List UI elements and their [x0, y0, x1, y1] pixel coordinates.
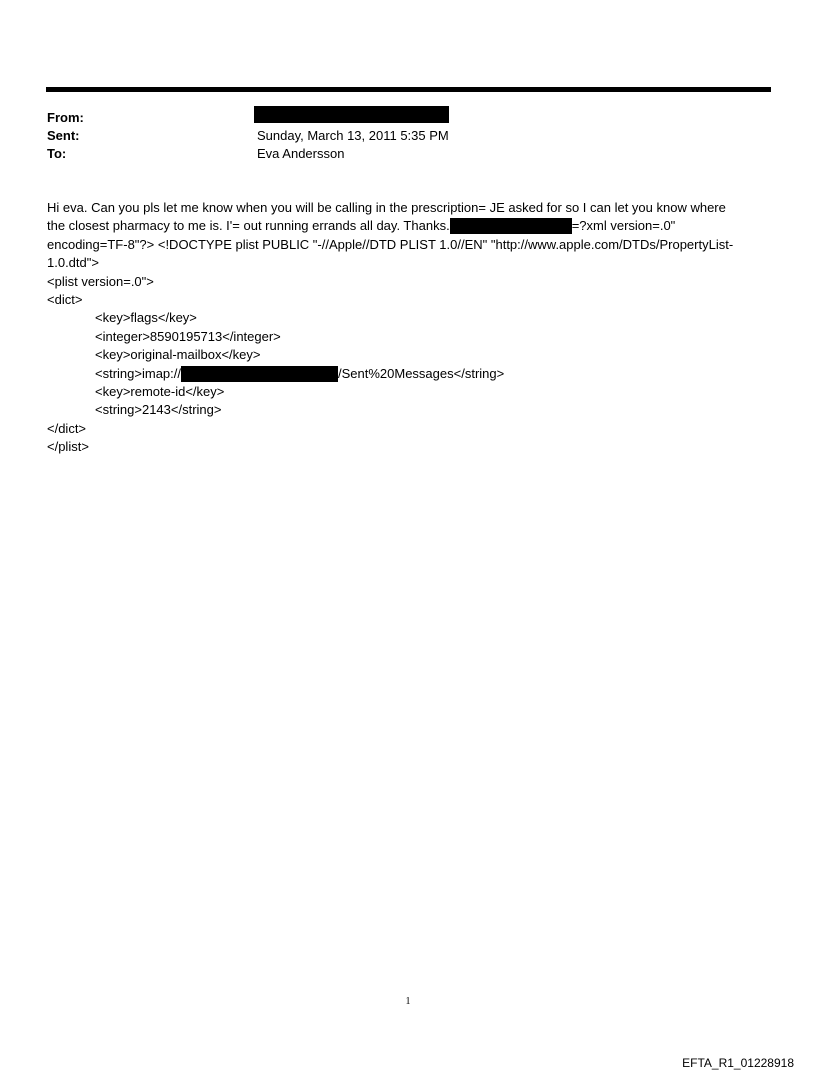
- body-line: [47, 365, 772, 383]
- body-line: [47, 217, 772, 235]
- from-label: From:: [47, 110, 84, 125]
- body-line: Hi eva. Can you pls let me know when you will be calling in the prescription= JE asked for so I can let you know where: [47, 200, 726, 215]
- body-line: </dict>: [47, 420, 87, 436]
- body-text: /Sent%20Messages</string>: [338, 365, 505, 381]
- sent-label: Sent:: [47, 128, 80, 143]
- top-rule: [46, 87, 771, 92]
- message-body: [47, 199, 772, 457]
- body-line: <key>flags</key>: [95, 310, 197, 326]
- body-text: the closest pharmacy to me is. I'= out running errands all day. Thanks.: [47, 218, 450, 234]
- inline-redaction: [181, 366, 338, 382]
- body-line: <dict>: [47, 292, 83, 308]
- to-label: To:: [47, 146, 67, 161]
- body-text: =?xml version=.0": [571, 218, 676, 234]
- sent-value: Sunday, March 13, 2011 5:35 PM: [257, 128, 449, 143]
- body-line: <plist version=.0">: [47, 273, 154, 289]
- document-id: EFTA_R1_01228918: [682, 1056, 794, 1070]
- to-value: Eva Andersson: [257, 146, 345, 161]
- body-text: <string>imap://: [95, 365, 181, 381]
- body-line: encoding=TF-8"?> <!DOCTYPE plist PUBLIC "-//Apple//DTD PLIST 1.0//EN" "http://www.apple.com/DTDs/PropertyList-: [47, 236, 734, 252]
- body-line: <key>remote-id</key>: [95, 384, 225, 400]
- body-line: <integer>8590195713</integer>: [95, 328, 281, 344]
- body-line: </plist>: [47, 439, 89, 455]
- page-number: 1: [405, 996, 411, 1007]
- inline-redaction: [450, 218, 572, 234]
- body-line: <key>original-mailbox</key>: [95, 347, 261, 363]
- body-line: <string>2143</string>: [95, 402, 222, 418]
- from-redaction: [254, 106, 449, 123]
- body-line: 1.0.dtd">: [47, 255, 99, 271]
